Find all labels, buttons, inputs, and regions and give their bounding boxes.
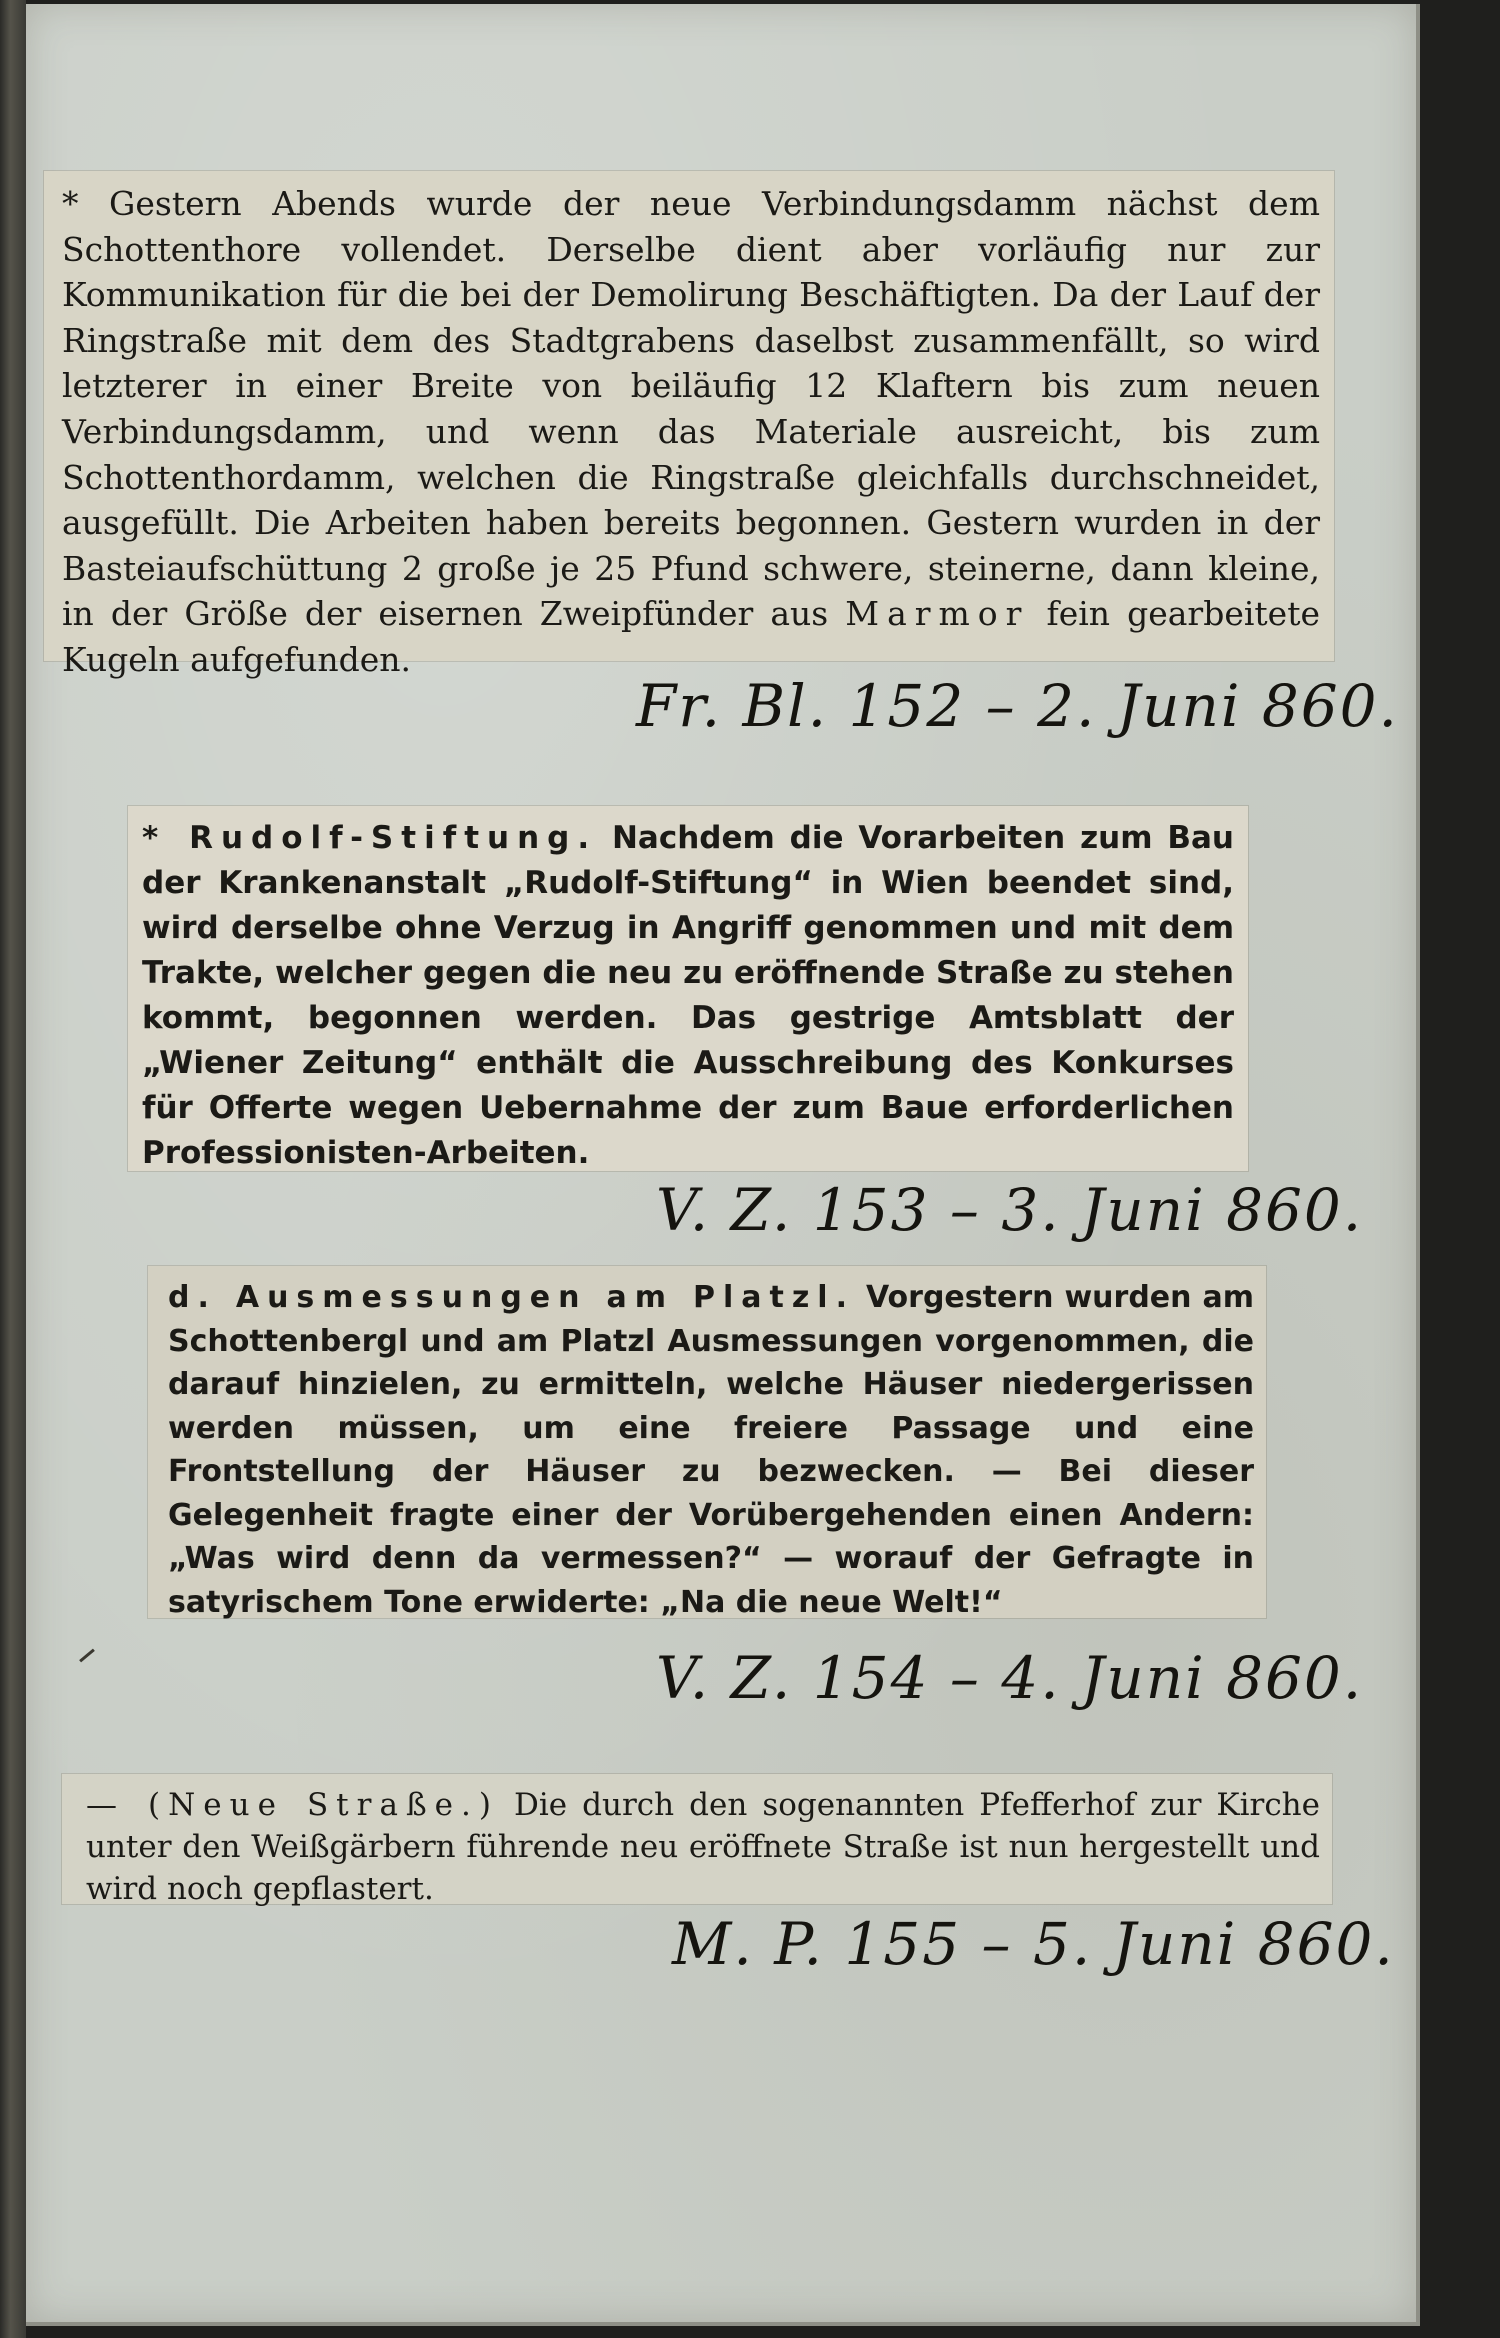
clipping-1-body-end: fein gearbeitete Kugeln aufgefunden. bbox=[62, 594, 1320, 679]
handwritten-source-note-1: Fr. Bl. 152 – 2. Juni 860. bbox=[636, 672, 1399, 740]
clipping-4-body: Die durch den sogenannten Pfefferhof zur Kirche unter den Weißgärbern führende neu eröffnete Straße ist nun hergestellt und wird noch gepflastert. bbox=[86, 1787, 1320, 1907]
clipping-4-heading: — (Neue Straße.) bbox=[86, 1787, 499, 1823]
newspaper-clipping-2 bbox=[128, 806, 1248, 1171]
scrapbook-page bbox=[26, 4, 1420, 2326]
pencil-tick-mark bbox=[79, 1649, 95, 1663]
clipping-3-body: Vorgestern wurden am Schottenbergl und am Platzl Ausmessungen vorgenommen, die darauf hinzielen, zu ermitteln, welche Häuser niedergerissen werden müssen, um eine freiere Passage und eine Frontstellung der Häuser zu bezwecken. — Bei dieser Gelegenheit fragte einer der Vorübergehenden einen Andern: „Was wird denn da vermessen?“ — worauf der Gefragte in satyrischem Tone erwiderte: „Na die neue Welt!“ bbox=[168, 1280, 1254, 1620]
clipping-2-text bbox=[128, 806, 1248, 1176]
clipping-3-text bbox=[148, 1266, 1266, 1624]
handwritten-source-note-2: V. Z. 153 – 3. Juni 860. bbox=[656, 1176, 1364, 1244]
clipping-3-heading: d. Ausmessungen am Platzl. bbox=[168, 1280, 855, 1315]
clipping-1-body: * Gestern Abends wurde der neue Verbindungsdamm nächst dem Schottenthore vollendet. Derselbe dient aber vorläufig nur zur Kommunikation für die bei der Demolirung Beschäftigten. Da der Lauf der Ringstraße mit dem des Stadtgrabens daselbst zusammenfällt, so wird letzterer in einer Breite von beiläufig 12 Klaftern bis zum neuen Verbindungsdamm, und wenn das Materiale ausreicht, bis zum Schottenthordamm, welchen die Ringstraße gleichfalls durchschneidet, ausgefüllt. Die Arbeiten haben bereits begonnen. Gestern wurden in der Basteiaufschüttung 2 große je 25 Pfund schwere, steinerne, dann kleine, in der Größe der eisernen Zweipfünder aus bbox=[62, 184, 1320, 634]
book-spine bbox=[0, 0, 26, 2338]
newspaper-clipping-4 bbox=[62, 1774, 1332, 1907]
handwritten-source-note-3: V. Z. 154 – 4. Juni 860. bbox=[656, 1644, 1364, 1712]
clipping-2-heading: * Rudolf-Stiftung. bbox=[142, 820, 598, 856]
clipping-2-body: Nachdem die Vorarbeiten zum Bau der Krankenanstalt „Rudolf-Stiftung“ in Wien beendet sind, wird derselbe ohne Verzug in Angriff genommen und mit dem Trakte, welcher gegen die neu zu eröffnende Straße zu stehen kommt, begonnen werden. Das gestrige Amtsblatt der „Wiener Zeitung“ enthält die Ausschreibung des Konkurses für Offerte wegen Uebernahme der zum Baue erforderlichen Professionisten-Arbeiten. bbox=[142, 820, 1234, 1171]
clipping-1-text bbox=[44, 171, 1334, 683]
clipping-1-spaced-word: Marmor bbox=[845, 594, 1030, 634]
newspaper-clipping-3 bbox=[148, 1266, 1266, 1618]
newspaper-clipping-1 bbox=[44, 171, 1334, 679]
clipping-4-text bbox=[62, 1774, 1332, 1910]
handwritten-source-note-4: M. P. 155 – 5. Juni 860. bbox=[672, 1910, 1395, 1978]
